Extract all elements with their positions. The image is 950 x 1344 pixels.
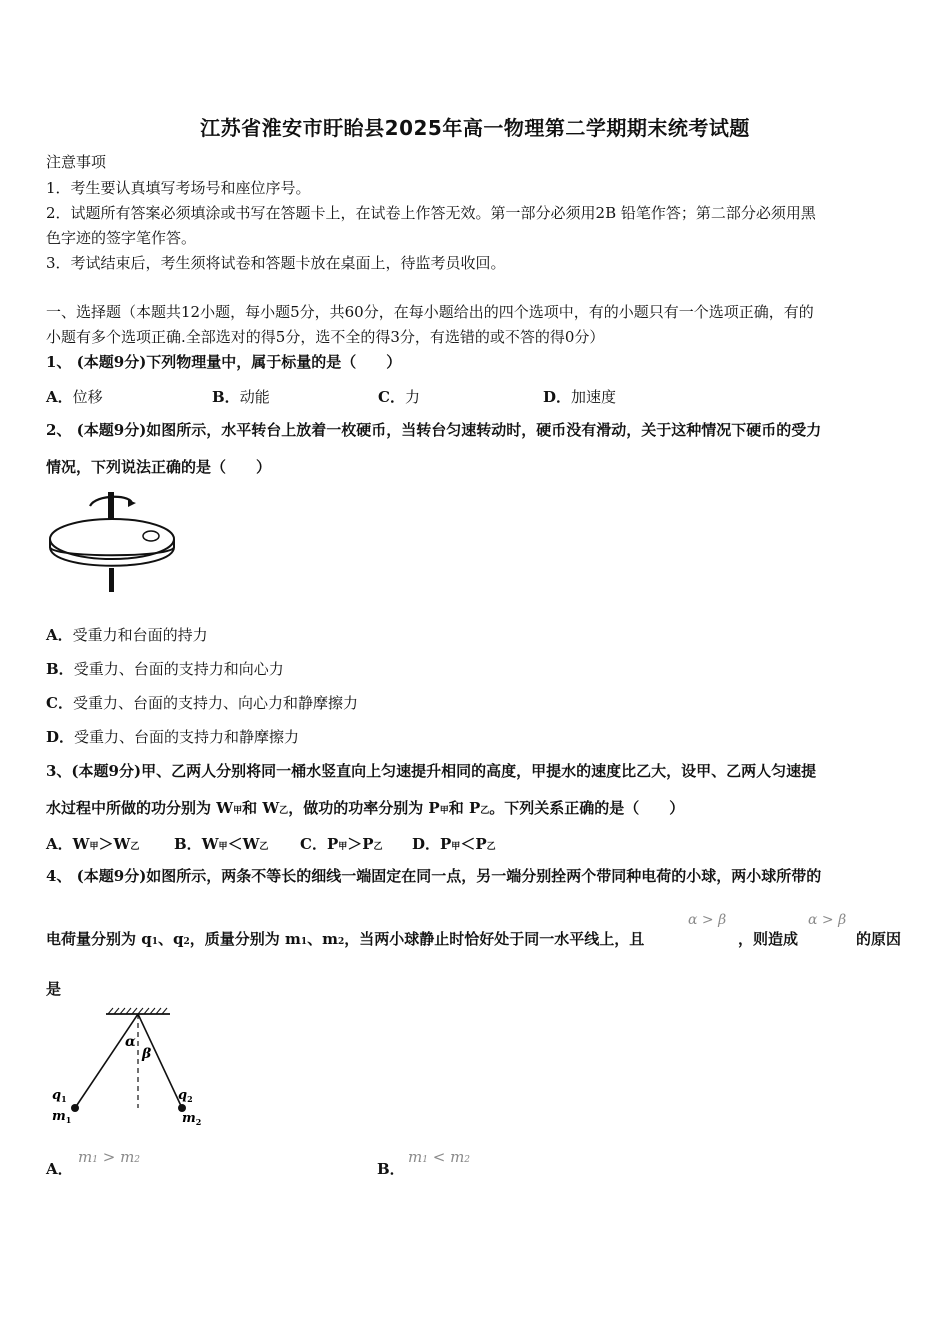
q3-option-c: C．P甲＞P乙 [300,835,383,853]
q1-stem: 1、 (本题9分)下列物理量中，属于标量的是（ ） [46,353,402,371]
section-intro-line1: 一、选择题（本题共12小题，每小题5分，共60分，在每小题给出的四个选项中，有的小题只有一个选项正确，有的 [46,303,814,321]
q2-option-d: D．受重力、台面的支持力和静摩擦力 [46,728,300,746]
q1-option-a: A．位移 [46,388,103,406]
q2-label: $q_2$ [178,1088,193,1104]
notice-heading: 注意事项 [46,153,107,171]
q4-option-b-letter: B． [377,1160,405,1178]
q4-stem-line3: 是 [46,980,62,998]
q1-option-b: B．动能 [212,388,270,406]
q4-stem-line2: 电荷量分别为 q1、q2，质量分别为 m1、m2，当两小球静止时恰好处于同一水平线上，且 [46,930,645,948]
q2-stem-line2: 情况，下列说法正确的是（ ） [46,458,272,476]
q4-condition-1: α > β [688,912,727,928]
q1-label: $q_1$ [52,1088,67,1104]
notice-item-2-cont: 色字迹的签字笔作答。 [46,229,197,247]
section-intro-line2: 小题有多个选项正确.全部选对的得5分，选不全的得3分，有选错的或不答的得0分） [46,328,605,346]
m2-label: $m_2$ [182,1111,202,1127]
q4-option-a-expr: m1 > m2 [78,1148,141,1166]
q3-stem-line2: 水过程中所做的功分别为 W甲和 W乙，做功的功率分别为 P甲和 P乙。下列关系正确的是（ ） [46,799,685,817]
q1-option-d: D．加速度 [543,388,617,406]
notice-item-3: 3．考试结束后，考生须将试卷和答题卡放在桌面上，待监考员收回。 [46,254,506,272]
q2-stem-line1: 2、 (本题9分)如图所示，水平转台上放着一枚硬币，当转台匀速转动时，硬币没有滑动，关于这种情况下硬币的受力 [46,421,822,439]
page-title: 江苏省淮安市盱眙县2025年高一物理第二学期期末统考试题 [200,116,750,140]
q3-option-b: B．W甲＜W乙 [174,835,269,853]
q4-option-a-letter: A． [46,1160,73,1178]
q3-stem-line1: 3、(本题9分)甲、乙两人分别将同一桶水竖直向上匀速提升相同的高度，甲提水的速度比乙大，设甲、乙两人匀速提 [46,762,817,780]
q4-stem-line2-end: 的原因 [856,930,902,948]
q4-option-b-expr: m1 < m2 [408,1148,471,1166]
q3-option-a: A．W甲＞W乙 [46,835,140,853]
q1-option-c: C．力 [378,388,420,406]
q2-option-a: A．受重力和台面的持力 [46,626,208,644]
pendulum-figure [46,1004,216,1132]
turntable-figure [44,486,184,594]
q4-stem-line2-cont: ，则造成 [738,930,799,948]
notice-item-1: 1．考生要认真填写考场号和座位序号。 [46,179,311,197]
m1-label: $m_1$ [52,1109,72,1125]
notice-item-2: 2．试题所有答案必须填涂或书写在答题卡上，在试卷上作答无效。第一部分必须用2B 铅笔作答；第二部分必须用黑 [46,204,816,222]
q2-option-c: C．受重力、台面的支持力、向心力和静摩擦力 [46,694,358,712]
q4-condition-2: α > β [808,912,847,928]
alpha-label: α [125,1034,136,1050]
q2-option-b: B．受重力、台面的支持力和向心力 [46,660,284,678]
q4-stem-line1: 4、 (本题9分)如图所示，两条不等长的细线一端固定在同一点，另一端分别拴两个带同种电荷的小球，两小球所带的 [46,867,822,885]
q3-option-d: D．P甲＜P乙 [412,835,496,853]
beta-label: β [142,1046,152,1062]
